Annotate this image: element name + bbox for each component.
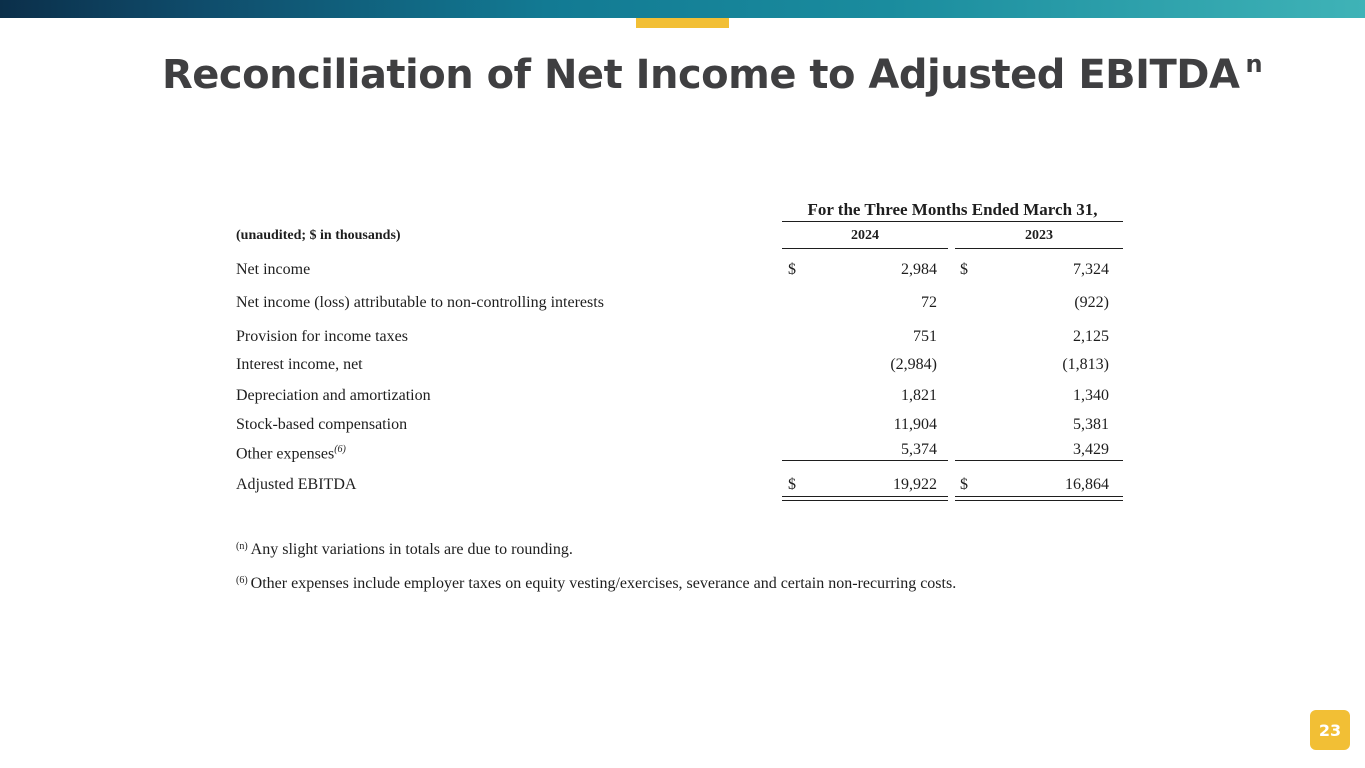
- period-header-rule: [782, 221, 1123, 222]
- value-2024: 19,922: [893, 476, 937, 493]
- footnote-text: Other expenses include employer taxes on equity vesting/exercises, severance and certain non-recurring costs.: [250, 575, 957, 592]
- value-2023: 3,429: [1073, 441, 1109, 458]
- value-2023: 5,381: [1073, 416, 1109, 433]
- value-2024: 2,984: [901, 261, 937, 278]
- total-double-rule-2023: [955, 496, 1123, 501]
- column-rule-2024: [782, 248, 948, 249]
- row-label: Adjusted EBITDA: [236, 476, 357, 493]
- subtotal-rule-2023: [955, 460, 1123, 461]
- value-2023: 7,324: [1073, 261, 1109, 278]
- value-2023: 1,340: [1073, 387, 1109, 404]
- footnote-marker: (6): [334, 444, 346, 455]
- page-number-badge: 23: [1310, 710, 1350, 750]
- top-gradient-band: [0, 0, 1365, 18]
- table-row: [0, 385, 1365, 407]
- value-2023: (922): [1074, 294, 1109, 311]
- value-2024: (2,984): [890, 356, 937, 373]
- column-rule-2023: [955, 248, 1123, 249]
- footnote-other-expenses: [236, 575, 956, 593]
- value-2024: 5,374: [901, 441, 937, 458]
- top-accent-bar: [636, 18, 729, 28]
- table-row-total: [0, 474, 1365, 496]
- table-row: [0, 292, 1365, 314]
- footnote-marker: (6): [236, 575, 248, 586]
- table-row: [0, 354, 1365, 376]
- value-2023: (1,813): [1062, 356, 1109, 373]
- row-label: Depreciation and amortization: [236, 387, 431, 404]
- row-label: [236, 439, 346, 465]
- table-row: [0, 259, 1365, 281]
- value-2023: 2,125: [1073, 328, 1109, 345]
- total-double-rule-2024: [782, 496, 948, 501]
- value-2024: 11,904: [893, 416, 937, 433]
- currency-symbol: $: [960, 476, 968, 493]
- value-2023: 16,864: [1065, 476, 1109, 493]
- footnote-marker: (n): [236, 541, 248, 552]
- footnote-rounding: [236, 541, 573, 559]
- table-row: [0, 326, 1365, 348]
- table-row: [0, 414, 1365, 436]
- row-label: Interest income, net: [236, 356, 363, 373]
- column-header-2024: 2024: [851, 228, 879, 243]
- currency-symbol: $: [960, 261, 968, 278]
- currency-symbol: $: [788, 261, 796, 278]
- row-label: Net income (loss) attributable to non-controlling interests: [236, 294, 604, 311]
- units-label: (unaudited; $ in thousands): [236, 228, 401, 243]
- value-2024: 72: [921, 294, 937, 311]
- value-2024: 1,821: [901, 387, 937, 404]
- slide-title-text: Reconciliation of Net Income to Adjusted EBITDA: [162, 52, 1240, 98]
- column-header-2023: 2023: [1025, 228, 1053, 243]
- row-label: Net income: [236, 261, 311, 278]
- period-header: For the Three Months Ended March 31,: [807, 200, 1098, 219]
- slide-title: [162, 50, 1262, 98]
- currency-symbol: $: [788, 476, 796, 493]
- subtotal-rule-2024: [782, 460, 948, 461]
- value-2024: 751: [913, 328, 937, 345]
- footnote-text: Any slight variations in totals are due to rounding.: [250, 541, 573, 558]
- row-label: Stock-based compensation: [236, 416, 408, 433]
- title-footnote-marker: n: [1245, 50, 1263, 78]
- row-label-text: Other expenses: [236, 445, 335, 463]
- table-row: [0, 439, 1365, 461]
- row-label: Provision for income taxes: [236, 328, 408, 345]
